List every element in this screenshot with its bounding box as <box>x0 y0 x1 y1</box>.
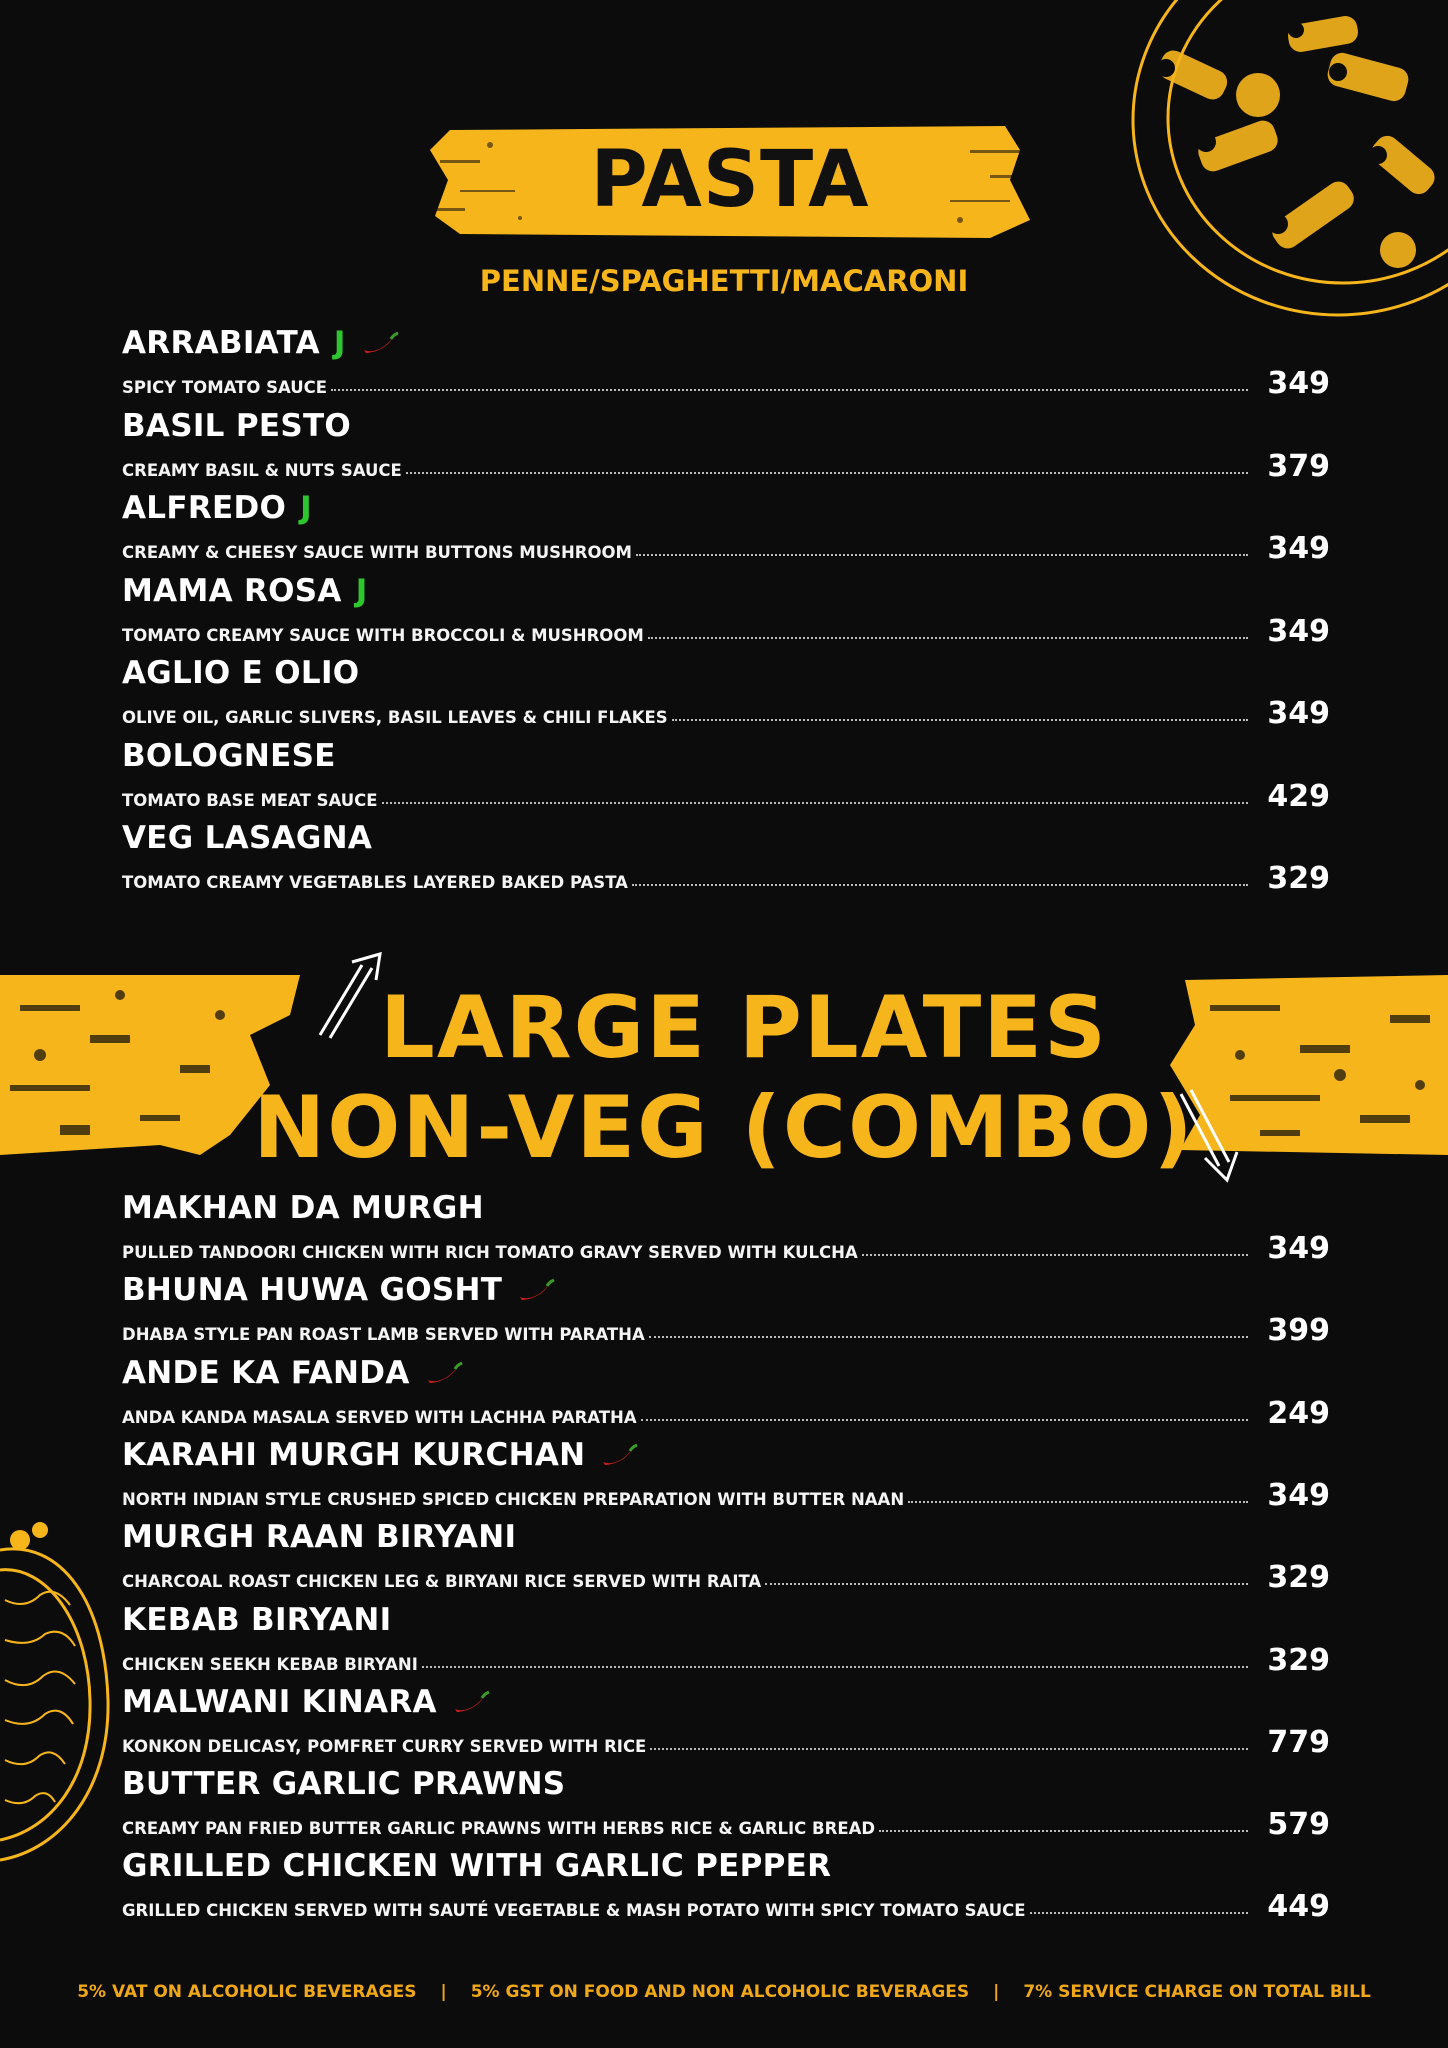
item-name-line <box>122 820 372 856</box>
biryani-bowl-illustration <box>0 1520 120 1880</box>
item-name-line <box>122 490 312 526</box>
item-description: GRILLED CHICKEN SERVED WITH SAUTÉ VEGETABLE & MASH POTATO WITH SPICY TOMATO SAUCE <box>122 1901 1026 1921</box>
item-description: NORTH INDIAN STYLE CRUSHED SPICED CHICKEN PREPARATION WITH BUTTER NAAN <box>122 1489 905 1509</box>
footer-separator: | <box>440 1982 447 2002</box>
dotted-leader <box>1030 1912 1249 1914</box>
item-description: CHICKEN SEEKH KEBAB BIRYANI <box>122 1654 418 1674</box>
item-detail-line <box>122 1313 1330 1349</box>
item-name-line <box>122 1766 565 1802</box>
item-price: 449 <box>1267 1889 1330 1925</box>
dotted-leader <box>908 1501 1248 1503</box>
item-description: CREAMY PAN FRIED BUTTER GARLIC PRAWNS WITH HERBS RICE & GARLIC BREAD <box>122 1819 876 1839</box>
menu-item <box>122 325 1330 405</box>
item-name: MAKHAN DA MURGH <box>122 1190 484 1226</box>
pasta-subtitle: PENNE/SPAGHETTI/MACARONI <box>479 264 969 298</box>
dotted-leader <box>672 719 1248 721</box>
dotted-leader <box>641 1419 1248 1421</box>
large-plates-subtitle: NON-VEG (COMBO) <box>253 1078 1195 1178</box>
menu-item <box>122 1766 1330 1846</box>
veg-indicator: J <box>333 325 346 361</box>
item-name: VEG LASAGNA <box>122 820 373 856</box>
item-detail-line <box>122 861 1330 896</box>
item-name-line <box>122 1684 491 1720</box>
chili-icon <box>360 330 400 356</box>
item-name-line <box>122 1437 639 1473</box>
pasta-banner <box>430 120 1030 240</box>
item-detail-line <box>122 1560 1330 1596</box>
chili-icon <box>451 1689 491 1715</box>
item-name: KARAHI MURGH KURCHAN <box>122 1436 586 1473</box>
item-detail-line <box>122 1477 1330 1513</box>
dotted-leader <box>650 1748 1248 1750</box>
gst-note: 5% GST ON FOOD AND NON ALCOHOLIC BEVERAGES <box>470 1982 970 2002</box>
menu-item <box>122 1355 1330 1435</box>
item-name: MALWANI KINARA <box>122 1683 437 1720</box>
item-name-line <box>122 1519 516 1555</box>
item-name-line <box>122 573 368 609</box>
item-price: 329 <box>1267 1642 1330 1678</box>
item-detail-line <box>122 778 1330 814</box>
vat-note: 5% VAT ON ALCOHOLIC BEVERAGES <box>77 1982 417 2002</box>
item-description: PULLED TANDOORI CHICKEN WITH RICH TOMATO GRAVY SERVED WITH KULCHA <box>122 1243 858 1262</box>
item-price: 779 <box>1267 1724 1330 1760</box>
item-name: ARRABIATA <box>122 325 320 361</box>
item-detail-line <box>122 696 1330 731</box>
item-description: ANDA KANDA MASALA SERVED WITH LACHHA PARATHA <box>122 1407 637 1427</box>
item-detail-line <box>122 448 1330 484</box>
tax-footer <box>0 1982 1448 2002</box>
item-name: BHUNA HUWA GOSHT <box>122 1272 503 1309</box>
item-description: CREAMY BASIL & NUTS SAUCE <box>122 460 402 480</box>
item-detail-line <box>122 1642 1330 1678</box>
item-name-line <box>122 1602 391 1638</box>
item-description: CREAMY & CHEESY SAUCE WITH BUTTONS MUSHROOM <box>122 543 632 562</box>
menu-item <box>122 408 1330 488</box>
veg-indicator: J <box>355 572 368 609</box>
dotted-leader <box>879 1830 1248 1832</box>
item-description: TOMATO BASE MEAT SAUCE <box>122 790 378 810</box>
item-name: KEBAB BIRYANI <box>122 1601 392 1638</box>
item-name: ANDE KA FANDA <box>122 1354 410 1391</box>
item-price: 579 <box>1267 1807 1330 1843</box>
footer-separator: | <box>993 1982 1000 2002</box>
pasta-title: PASTA <box>590 135 870 225</box>
large-plates-title: LARGE PLATES <box>380 978 1108 1078</box>
item-price: 349 <box>1267 1231 1330 1266</box>
item-price: 329 <box>1267 1560 1330 1596</box>
dotted-leader <box>862 1254 1248 1256</box>
item-description: OLIVE OIL, GARLIC SLIVERS, BASIL LEAVES & CHILI FLAKES <box>122 708 668 727</box>
dotted-leader <box>636 554 1248 556</box>
item-name-line <box>122 325 400 361</box>
item-detail-line <box>122 366 1330 401</box>
item-name-line <box>122 1355 464 1391</box>
item-name-line <box>122 655 359 691</box>
item-name: MURGH RAAN BIRYANI <box>122 1519 517 1556</box>
dotted-leader <box>406 472 1248 474</box>
menu-item <box>122 1848 1330 1928</box>
dotted-leader <box>632 884 1248 886</box>
item-price: 349 <box>1267 696 1330 731</box>
item-description: CHARCOAL ROAST CHICKEN LEG & BIRYANI RICE SERVED WITH RAITA <box>122 1572 762 1592</box>
chili-icon <box>424 1360 464 1386</box>
chili-icon <box>516 1277 556 1303</box>
item-name: BASIL PESTO <box>122 407 352 444</box>
menu-item <box>122 738 1330 818</box>
item-price: 329 <box>1267 861 1330 896</box>
menu-item <box>122 1437 1330 1517</box>
menu-item <box>122 1684 1330 1764</box>
item-description: DHABA STYLE PAN ROAST LAMB SERVED WITH PARATHA <box>122 1325 645 1345</box>
item-description: KONKON DELICASY, POMFRET CURRY SERVED WITH RICE <box>122 1736 647 1756</box>
dotted-leader <box>382 802 1248 804</box>
dotted-leader <box>648 637 1248 639</box>
menu-item <box>122 573 1330 653</box>
item-name: BOLOGNESE <box>122 737 336 774</box>
item-price: 349 <box>1267 613 1330 649</box>
item-price: 349 <box>1267 366 1330 401</box>
item-detail-line <box>122 1231 1330 1266</box>
dotted-leader <box>649 1336 1248 1338</box>
menu-item <box>122 820 1330 900</box>
menu-item <box>122 1602 1330 1682</box>
item-name-line <box>122 1190 484 1226</box>
item-description: SPICY TOMATO SAUCE <box>122 378 328 397</box>
item-name: AGLIO E OLIO <box>122 655 360 691</box>
service-charge-note: 7% SERVICE CHARGE ON TOTAL BILL <box>1023 1982 1371 2002</box>
menu-item <box>122 1272 1330 1352</box>
menu-item <box>122 1190 1330 1270</box>
chili-icon <box>599 1442 639 1468</box>
item-name: ALFREDO <box>122 490 287 526</box>
item-price: 349 <box>1267 531 1330 566</box>
item-price: 399 <box>1267 1313 1330 1349</box>
item-description: TOMATO CREAMY SAUCE WITH BROCCOLI & MUSHROOM <box>122 625 644 645</box>
item-price: 349 <box>1267 1477 1330 1513</box>
item-detail-line <box>122 531 1330 566</box>
item-detail-line <box>122 1889 1330 1925</box>
item-name: GRILLED CHICKEN WITH GARLIC PEPPER <box>122 1848 832 1885</box>
menu-item <box>122 490 1330 570</box>
item-detail-line <box>122 613 1330 649</box>
dotted-leader <box>765 1583 1248 1585</box>
item-price: 379 <box>1267 448 1330 484</box>
item-name-line <box>122 738 336 774</box>
item-price: 429 <box>1267 778 1330 814</box>
item-name-line <box>122 1272 556 1308</box>
item-detail-line <box>122 1724 1330 1760</box>
item-description: TOMATO CREAMY VEGETABLES LAYERED BAKED PASTA <box>122 873 628 892</box>
item-price: 249 <box>1267 1395 1330 1431</box>
item-detail-line <box>122 1807 1330 1843</box>
item-detail-line <box>122 1395 1330 1431</box>
item-name-line <box>122 1848 831 1884</box>
item-name: MAMA ROSA <box>122 572 342 609</box>
item-name-line <box>122 408 351 444</box>
veg-indicator: J <box>300 490 312 526</box>
item-name: BUTTER GARLIC PRAWNS <box>122 1766 566 1803</box>
menu-item <box>122 655 1330 735</box>
dotted-leader <box>422 1666 1248 1668</box>
dotted-leader <box>331 389 1248 391</box>
menu-item <box>122 1519 1330 1599</box>
